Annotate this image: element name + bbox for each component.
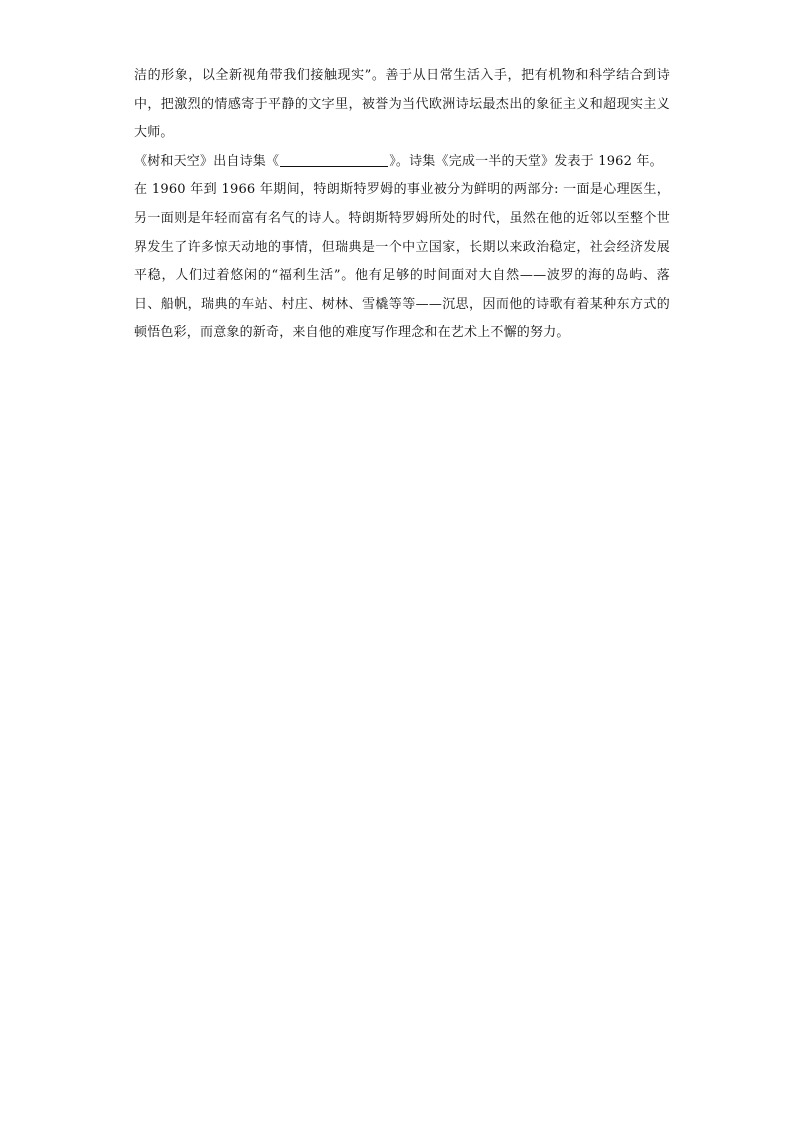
blank-question-suffix: 》。诗集《完成一半的天堂》发表于 1962 年。 — [389, 153, 663, 169]
document-body — [134, 62, 670, 348]
paragraph-career-context: 在 1960 年到 1966 年期间，特朗斯特罗姆的事业被分为鲜明的两部分: 一面是心理医生，另一面则是年轻而富有名气的诗人。特朗斯特罗姆所处的时代，虽然在他的近邻以至整个世界发生了许多惊天动地的事情，但瑞典是一个中立国家，长期以来政治稳定，社会经济发展平稳，人们过着悠闲的“福利生活”。他有足够的时间面对大自然——波罗的海的岛屿、落日、船帆，瑞典的车站、村庄、树林、雪橇等等——沉思，因而他的诗歌有着某种东方式的顿悟色彩，而意象的新奇，来自他的难度写作理念和在艺术上不懈的努力。 — [134, 182, 670, 341]
paragraph-fill-in-blank — [134, 148, 670, 177]
answer-blank-line — [280, 152, 388, 167]
blank-question-prefix: 《树和天空》出自诗集《 — [134, 153, 280, 169]
paragraph-poet-description: 洁的形象，以全新视角带我们接触现实”。善于从日常生活入手，把有机物和科学结合到诗中，把激烈的情感寄于平静的文字里，被誉为当代欧洲诗坛最杰出的象征主义和超现实主义大师。 — [134, 68, 670, 141]
